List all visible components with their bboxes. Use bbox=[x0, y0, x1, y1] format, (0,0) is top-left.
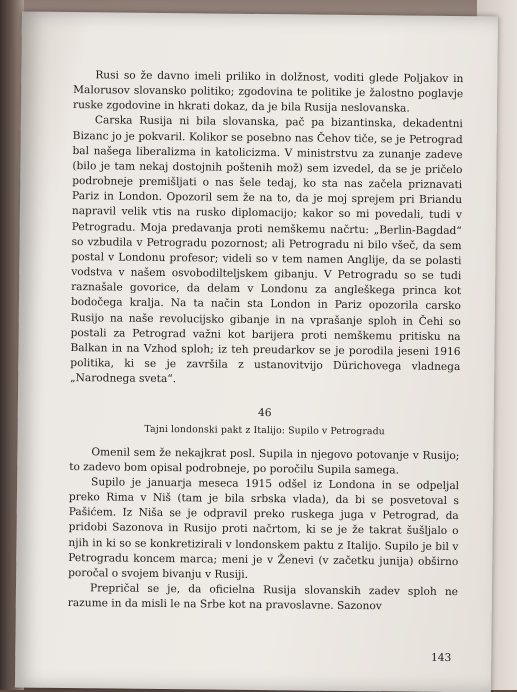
paragraph: Prepričal se je, da oficielna Rusija slovanskih zadev sploh ne razume in da misli le na Srbe kot na pravoslavne. Sazonov bbox=[67, 582, 459, 613]
page-text bbox=[68, 68, 464, 615]
section-number: 46 bbox=[258, 407, 272, 420]
paragraph: Carska Rusija ni bila slovanska, pač pa bizantinska, dekadentni Bizanc jo je pokvaril. Kolikor se posebno nas Čehov tiče, se je Petrograd bal našega liberalizma in katolicizma. V ministrstvu za zunanje zadeve (bilo je tam nekaj dostojnih poštenih mož) sem izvedel, da se je pričelo podrobneje premišljati o nas šele tedaj, ko sta nas začela priznavati Pariz in London. Opozoril sem že na to, da je moj sprejem pri Briandu napravil velik vtis na rusko diplomacijo; kakor so mi povedali, tudi v Petrogradu. Moja predavanja proti nemškemu načrtu: „Berlin-Bagdad“ so vzbudila v Petrogradu pozornost; ali Petrogradu ni bilo všeč, da sem postal v Londonu profesor; videli so v tem namen Anglije, da se polasti vodstva v našem osvobodilteljskem gibanju. V Petrogradu so se tudi raznašale govorice, da delam v Londonu za angleškega princa kot bodočega kralja. Na ta način sta London in Pariz opozorila carsko Rusijo na naše revolucijsko gibanje in na vprašanje sploh in Čehi so postali za Petrograd važni kot barijera proti nemškemu pritisku na Balkan in na Vzhod sploh; iz teh preudarkov se je porodila jeseni 1916 politika, ki se je završila z ustanovitvijo Dürichovega vladnega „Narodnega sveta“. bbox=[70, 114, 463, 386]
page-number: 143 bbox=[430, 651, 452, 665]
paragraph: Supilo je januarja meseca 1915 odšel iz Londona in se odpeljal preko Rima v Niš (tam je bila srbska vlada), da bi se posvetoval s Pašićem. Iz Niša se je odpravil preko ruskega juga v Petrograd, da pridobi Sazonova in Rusijo proti načrtom, ki se je že takrat šušljalo o njih in ki so se konkretizirali v londonskem paktu z Italijo. Supilo je bil v Petrogradu koncem marca; meni je v Ženevi (v začetku junija) obširno poročal o svojem bivanju v Rusiji. bbox=[68, 476, 460, 581]
book-page bbox=[15, 12, 498, 692]
paragraph: Rusi so že davno imeli priliko in dolžnost, voditi glede Poljakov in Malorusov slovansko politiko; zgodovina te politike je žalostno poglavje ruske zgodovine in hkrati dokaz, da je bila Rusija neslovanska. bbox=[72, 69, 464, 115]
paragraph: Omenil sem že nekajkrat posl. Supila in njegovo potovanje v Rusijo; to zadevo bom opisal podrobneje, po poročilu Supila samega. bbox=[69, 445, 460, 477]
section-title: Tajni londonski pakt z Italijo: Supilo v Petrogradu bbox=[144, 424, 385, 438]
